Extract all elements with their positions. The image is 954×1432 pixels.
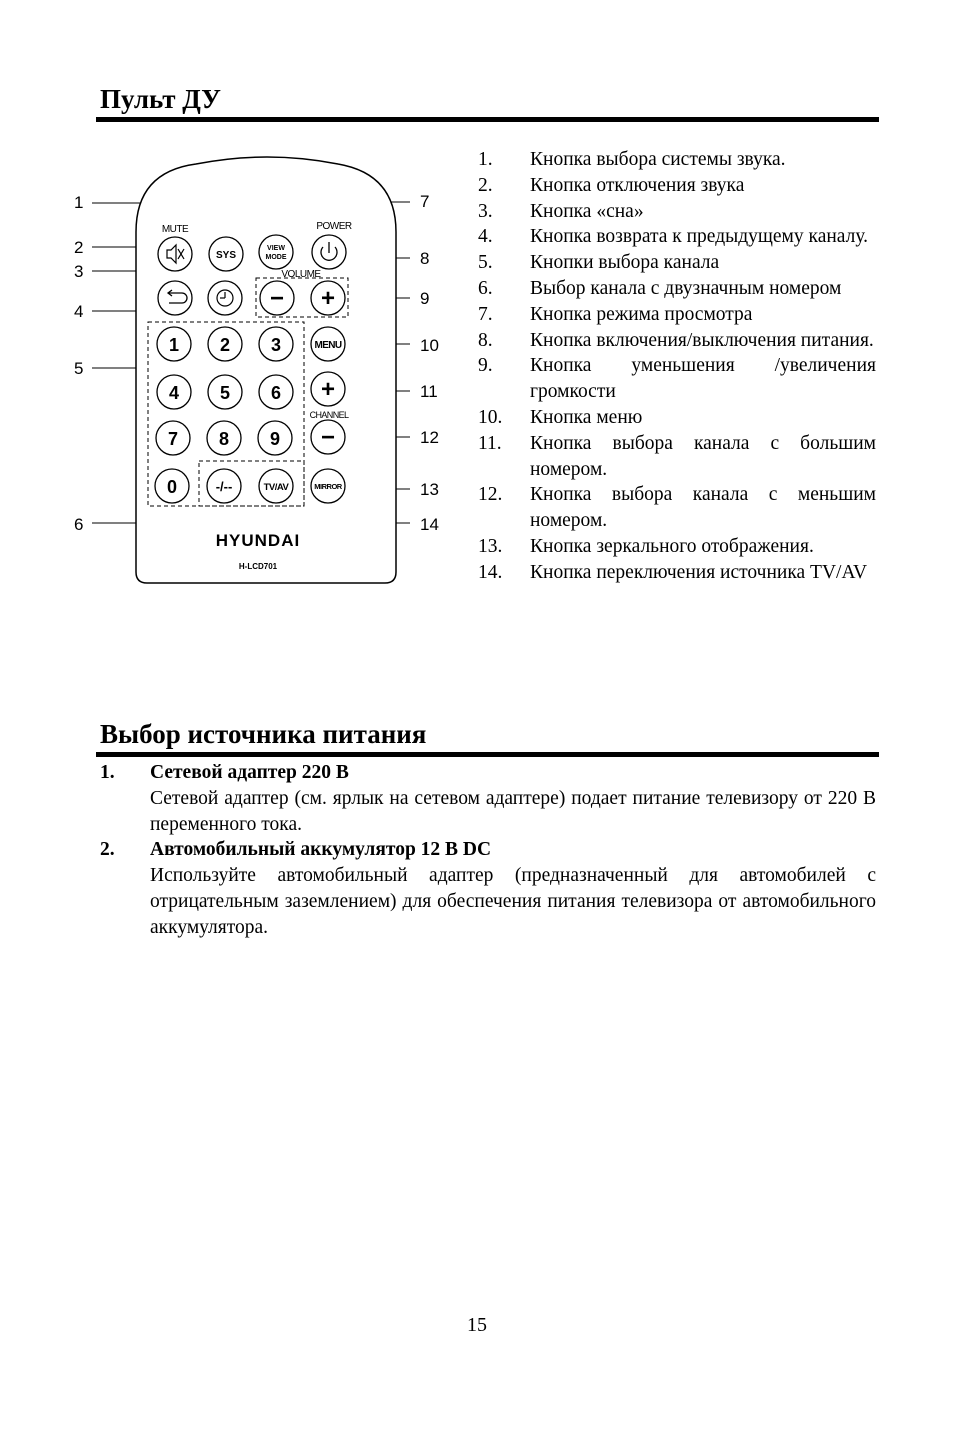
svg-text:VIEW: VIEW (267, 245, 285, 252)
list-item: 3. Кнопка «сна» (478, 200, 644, 222)
remote-control-diagram (60, 150, 460, 595)
list-item: 1. Сетевой адаптер 220 В Сетевой адаптер (см. ярлык на сетевом адаптере) подает питание телевизору от 220 В переменного тока. (100, 760, 876, 837)
num-7-button[interactable] (156, 421, 190, 455)
num-4-button[interactable] (157, 375, 191, 409)
svg-text:−: − (320, 424, 336, 451)
svg-text:MENU: MENU (314, 340, 342, 351)
callout-12: 12 (420, 428, 439, 447)
svg-text:TV/AV: TV/AV (263, 482, 289, 493)
svg-text:9: 9 (269, 429, 281, 449)
section-rule (96, 752, 879, 757)
callout-11: 11 (420, 382, 438, 401)
channel-up-button[interactable] (311, 372, 345, 406)
svg-text:6: 6 (270, 383, 282, 403)
num-5-button[interactable] (208, 375, 242, 409)
callout-14: 14 (420, 515, 439, 534)
callout-3: 3 (74, 262, 84, 281)
list-item: 4. Кнопка возврата к предыдущему каналу. (478, 226, 869, 248)
brand-logo: HYUNDAI (215, 531, 301, 550)
callout-7: 7 (420, 192, 430, 211)
section-rule (96, 117, 879, 122)
list-item: 14. Кнопка переключения источника TV/AV (478, 561, 868, 583)
svg-text:MIRROR: MIRROR (314, 482, 342, 491)
svg-text:MODE: MODE (265, 254, 287, 261)
list-item: 5. Кнопки выбора канала (478, 252, 720, 274)
item-title: Автомобильный аккумулятор 12 В DC (150, 839, 492, 861)
callout-10: 10 (420, 336, 439, 355)
mute-label: MUTE (161, 224, 189, 235)
remote-legend-list (478, 147, 876, 586)
list-item: 11. Кнопка выбора канала с большим номером. (478, 432, 876, 480)
list-item: 2. Кнопка отключения звука (478, 174, 745, 196)
svg-text:7: 7 (167, 429, 179, 449)
sys-button[interactable] (209, 237, 243, 271)
svg-text:5: 5 (219, 383, 231, 403)
svg-text:SYS: SYS (215, 250, 237, 261)
callout-9: 9 (420, 289, 430, 308)
item-text: Используйте автомобильный адаптер (предназначенный для автомобилей с отрицательным заземлением) для обеспечения питания телевизора от автомобильного аккумулятора. (150, 865, 876, 938)
list-item: 2. Автомобильный аккумулятор 12 В DC Используйте автомобильный адаптер (предназначенный для автомобилей с отрицательным заземлением) для обеспечения питания телевизора от автомобильного аккумулятора. (100, 837, 876, 940)
volume-down-button[interactable] (260, 281, 294, 315)
callout-6: 6 (74, 515, 84, 534)
svg-text:−: − (269, 285, 285, 312)
callout-4: 4 (74, 302, 84, 321)
sleep-button[interactable] (208, 281, 242, 315)
list-item: 7. Кнопка режима просмотра (478, 303, 753, 325)
svg-text:+: + (320, 285, 336, 312)
num-1-button[interactable] (157, 327, 191, 361)
power-source-list (100, 760, 876, 941)
num-0-button[interactable] (155, 469, 189, 503)
volume-label: VOLUME (281, 269, 321, 280)
power-button[interactable] (312, 235, 346, 269)
num-8-button[interactable] (207, 421, 241, 455)
mute-button[interactable] (158, 237, 192, 271)
svg-text:0: 0 (166, 477, 178, 497)
two-digit-button[interactable] (207, 469, 241, 503)
return-button[interactable] (158, 281, 192, 315)
list-item: 10. Кнопка меню (478, 406, 643, 428)
svg-text:8: 8 (218, 429, 230, 449)
list-item: 13. Кнопка зеркального отображения. (478, 535, 814, 557)
svg-text:4: 4 (168, 383, 180, 403)
power-label: POWER (316, 221, 352, 232)
num-6-button[interactable] (259, 375, 293, 409)
num-3-button[interactable] (259, 327, 293, 361)
callout-2: 2 (74, 238, 84, 257)
channel-label: CHANNEL (309, 410, 349, 420)
callout-13: 13 (420, 480, 439, 499)
tv-av-button[interactable] (259, 469, 293, 503)
page-number: 15 (467, 1314, 487, 1336)
list-item: 6. Выбор канала с двузначным номером (478, 277, 842, 299)
item-text: Сетевой адаптер (см. ярлык на сетевом адаптере) подает питание телевизору от 220 В переменного тока. (150, 787, 876, 835)
list-item: 12. Кнопка выбора канала с меньшим номером. (478, 484, 876, 532)
view-mode-button[interactable] (259, 235, 293, 269)
mirror-button[interactable] (311, 469, 345, 503)
list-item: 8. Кнопка включения/выключения питания. (478, 329, 874, 351)
channel-down-button[interactable] (311, 420, 345, 454)
num-9-button[interactable] (258, 421, 292, 455)
model-label: H-LCD701 (238, 562, 278, 571)
svg-text:-/--: -/-- (215, 479, 233, 494)
item-title: Сетевой адаптер 220 В (150, 762, 349, 783)
callout-8: 8 (420, 249, 430, 268)
remote-body (136, 157, 396, 583)
volume-up-button[interactable] (311, 281, 345, 315)
callout-1: 1 (74, 193, 84, 212)
section-title-power: Выбор источника питания (100, 719, 427, 749)
list-item: 9. Кнопка уменьшения /увеличения громкости (478, 355, 876, 403)
menu-button[interactable] (311, 327, 345, 361)
section-title-remote: Пульт ДУ (100, 84, 221, 114)
callout-5: 5 (74, 359, 84, 378)
svg-text:2: 2 (219, 335, 231, 355)
list-item: 1. Кнопка выбора системы звука. (478, 149, 786, 170)
svg-text:1: 1 (168, 335, 180, 355)
svg-text:+: + (320, 376, 336, 403)
num-2-button[interactable] (208, 327, 242, 361)
svg-text:3: 3 (270, 335, 282, 355)
